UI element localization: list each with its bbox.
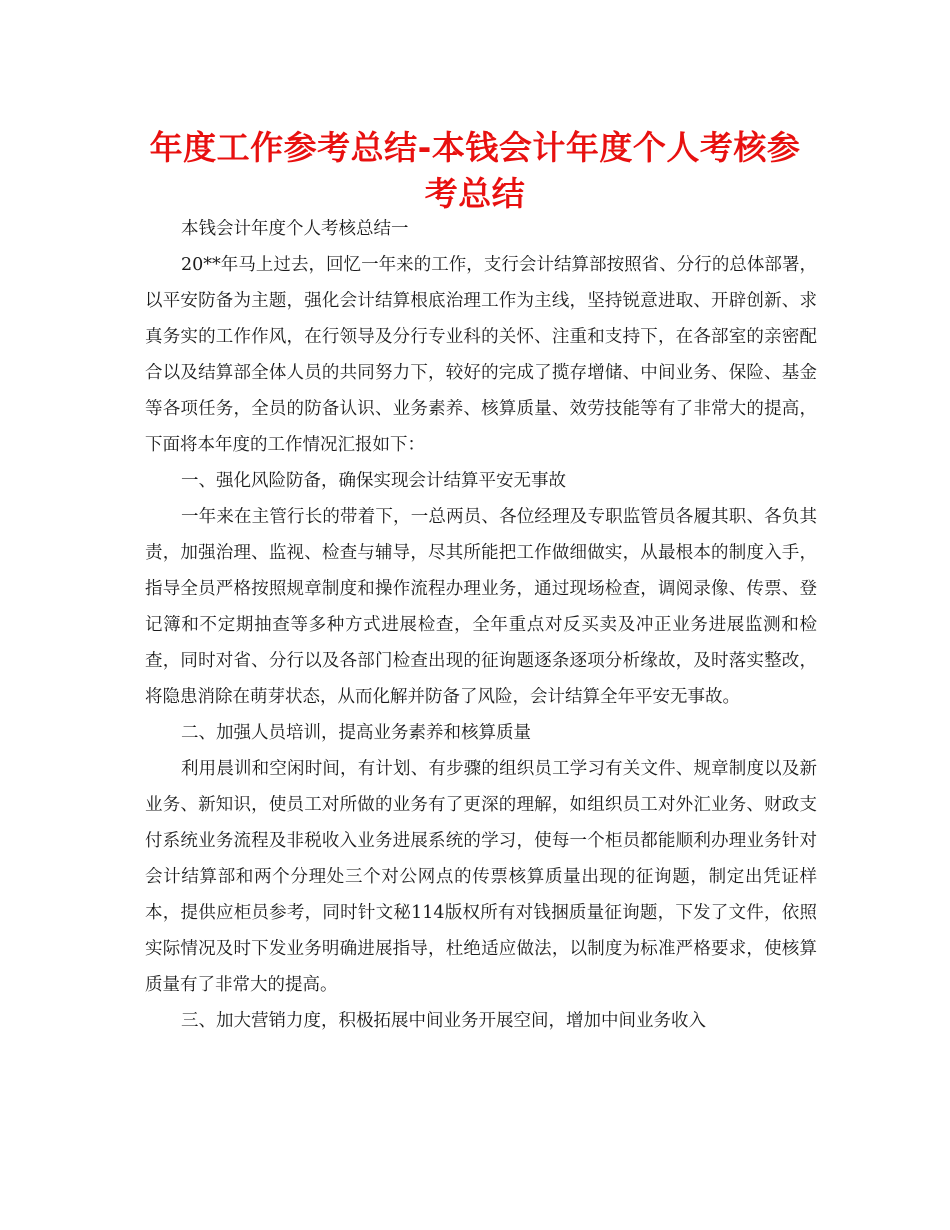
paragraph-section-1: 一年来在主管行长的带着下，一总两员、各位经理及专职监管员各履其职、各负其责，加强治理、监视、检查与辅导，尽其所能把工作做细做实，从最根本的制度入手，指导全员严格按照规章制度和操作流程办理业务，通过现场检查，调阅录像、传票、登记簿和不定期抽查等多种方式进展检查，全年重点对反买卖及冲正业务进展监测和检查，同时对省、分行以及各部门检查出现的征询题逐条逐项分析缘故，及时落实整改，将隐患消除在萌芽状态，从而化解并防备了风险，会计结算全年平安无事故。 xyxy=(145,507,817,707)
paragraph-intro: 20**年马上过去，回忆一年来的工作，支行会计结算部按照省、分行的总体部署，以平安防备为主题，强化会计结算根底治理工作为主线，坚持锐意进取、开辟创新、求真务实的工作作风，在行领导及分行专业科的关怀、注重和支持下，在各部室的亲密配合以及结算部全体人员的共同努力下，较好的完成了揽存增储、中间业务、保险、基金等各项任务，全员的防备认识、业务素养、核算质量、效劳技能等有了非常大的提高，下面将本年度的工作情况汇报如下： xyxy=(145,255,817,455)
document-title: 年度工作参考总结-本钱会计年度个人考核参考总结 xyxy=(149,128,801,213)
section-heading-2: 二、加强人员培训，提高业务素养和核算质量 xyxy=(181,723,531,743)
paragraph-subtitle: 本钱会计年度个人考核总结一 xyxy=(181,219,409,239)
section-heading-3: 三、加大营销力度，积极拓展中间业务开展空间，增加中间业务收入 xyxy=(181,1011,706,1031)
section-heading-1: 一、强化风险防备，确保实现会计结算平安无事故 xyxy=(181,471,566,491)
paragraph-section-2: 利用晨训和空闲时间，有计划、有步骤的组织员工学习有关文件、规章制度以及新业务、新知识，使员工对所做的业务有了更深的理解，如组织员工对外汇业务、财政支付系统业务流程及非税收入业务进展系统的学习，使每一个柜员都能顺利办理业务针对会计结算部和两个分理处三个对公网点的传票核算质量出现的征询题，制定出凭证样本，提供应柜员参考，同时针文秘114版权所有对钱捆质量征询题，下发了文件，依照实际情况及时下发业务明确进展指导，杜绝适应做法，以制度为标准严格要求，使核算质量有了非常大的提高。 xyxy=(145,759,817,995)
document-body xyxy=(145,211,817,1039)
